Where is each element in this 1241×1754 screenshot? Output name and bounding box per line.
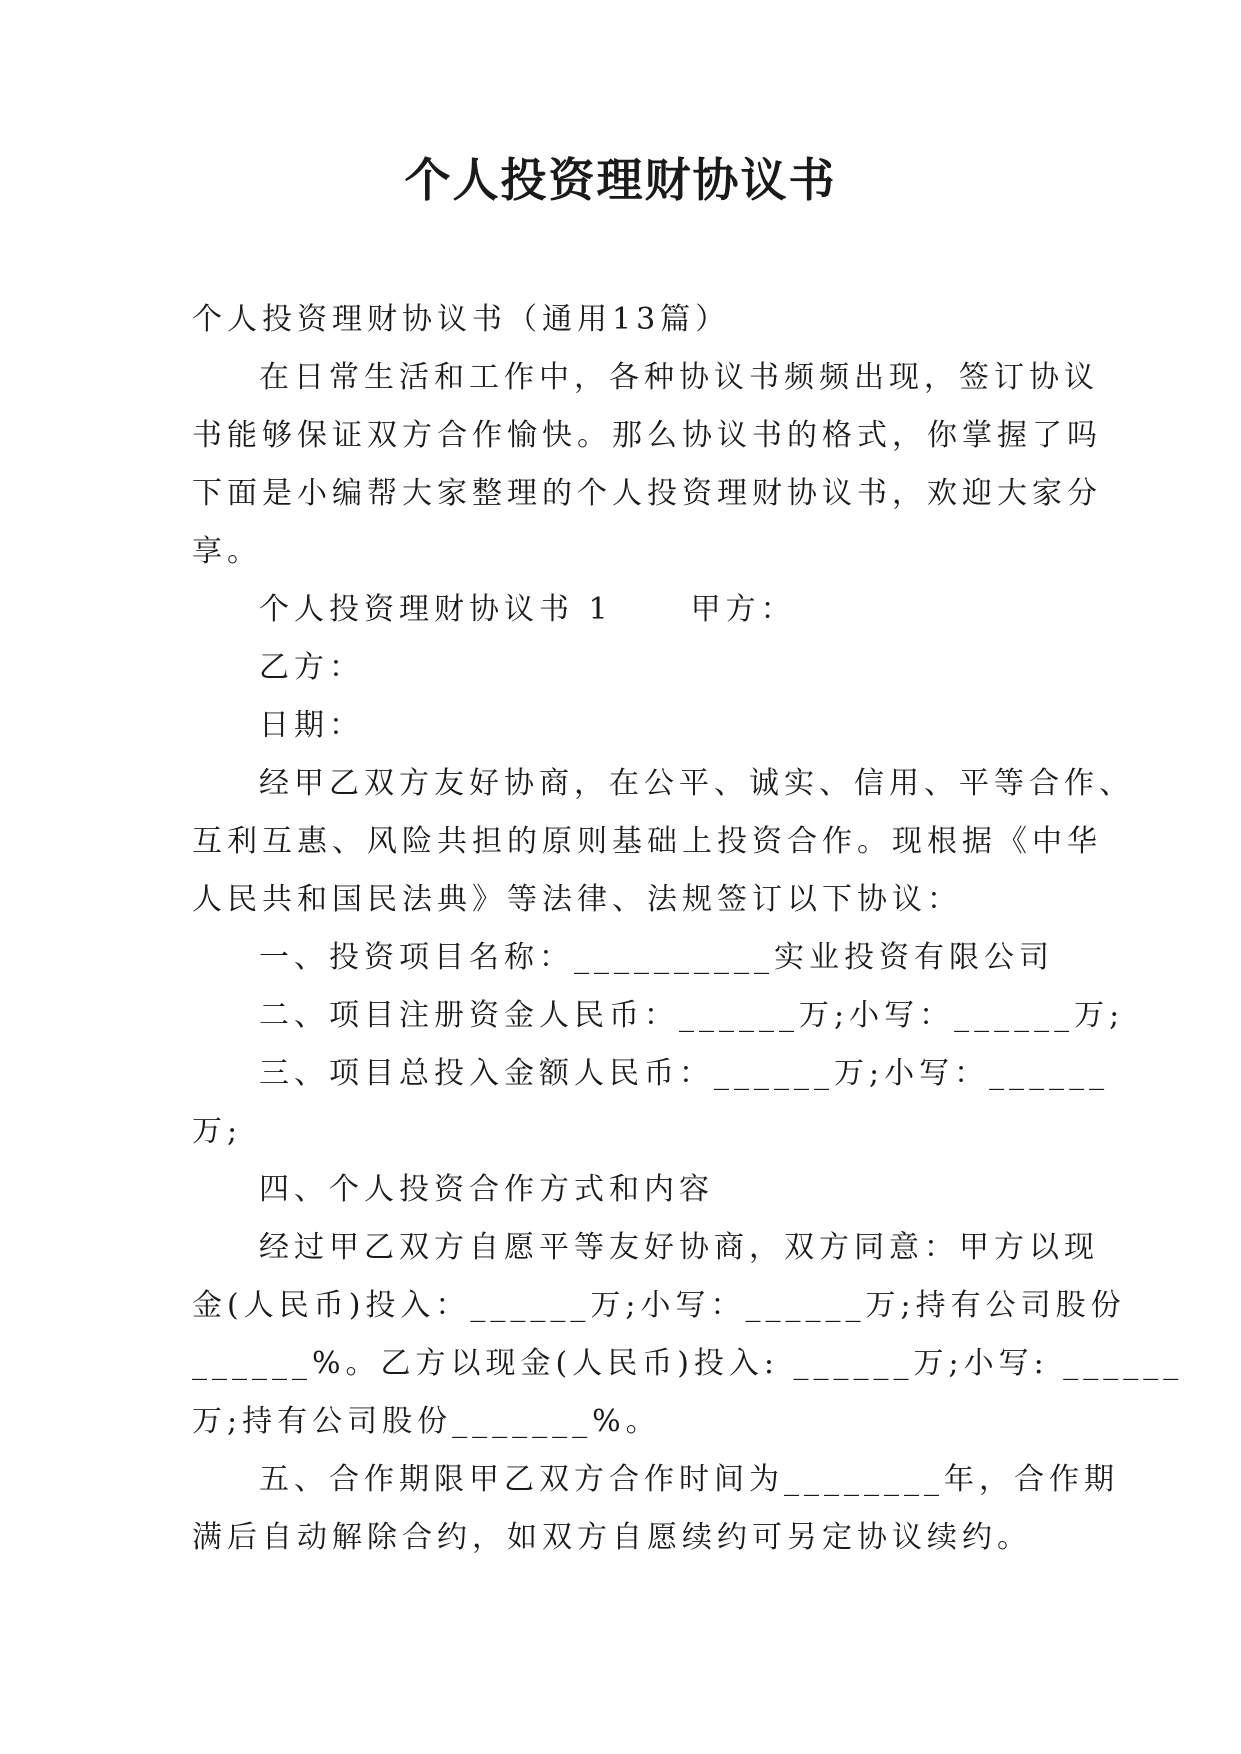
- line-text: 在日常生活和工作中，各种协议书频频出现，签订协议: [259, 360, 1099, 395]
- line-text: 经过甲乙双方自愿平等友好协商，双方同意：甲方以现: [259, 1230, 1099, 1265]
- line-text: 二、项目注册资金人民币：______万;小写：______万;: [259, 998, 1125, 1033]
- paragraph-line: [192, 581, 1064, 639]
- line-text: 万;: [192, 1114, 243, 1149]
- paragraph-line: [192, 1393, 1064, 1451]
- line-text: 下面是小编帮大家整理的个人投资理财协议书，欢迎大家分: [192, 476, 1102, 511]
- line-text: 五、合作期限甲乙双方合作时间为________年，合作期: [259, 1462, 1119, 1497]
- paragraph-line: [192, 813, 1102, 871]
- line-text-after: 甲方：: [690, 592, 796, 627]
- paragraph-line: [192, 1509, 1064, 1567]
- line-text: 书能够保证双方合作愉快。那么协议书的格式，你掌握了吗: [192, 418, 1102, 453]
- paragraph-line: [192, 1103, 1064, 1161]
- line-text: 日期：: [259, 708, 364, 743]
- paragraph-line: [192, 523, 1064, 581]
- paragraph-line: [192, 987, 1125, 1045]
- line-text: 满后自动解除合约，如双方自愿续约可另定协议续约。: [192, 1520, 1032, 1555]
- line-text: 个人投资理财协议书（通用13篇）: [192, 302, 731, 337]
- line-text: 万;持有公司股份_______%。: [192, 1404, 661, 1439]
- paragraph-line: [192, 1045, 1110, 1103]
- line-text: 乙方：: [259, 650, 364, 685]
- line-text: 经甲乙双方友好协商，在公平、诚实、信用、平等合作、: [259, 766, 1134, 801]
- line-text: ______%。乙方以现金(人民币)投入: ______万;小写: ______: [192, 1346, 1184, 1381]
- paragraph-line: [192, 1335, 1184, 1393]
- paragraph-line: [192, 1277, 1126, 1335]
- line-text: 四、个人投资合作方式和内容: [259, 1172, 714, 1207]
- paragraph-line: [192, 465, 1102, 523]
- paragraph-line: [192, 1451, 1119, 1509]
- line-text: 一、投资项目名称：__________实业投资有限公司: [259, 940, 1054, 975]
- paragraph-line: [192, 1161, 1064, 1219]
- line-text: 互利互惠、风险共担的原则基础上投资合作。现根据《中华: [192, 824, 1102, 859]
- line-text: 人民共和国民法典》等法律、法规签订以下协议：: [192, 882, 962, 917]
- paragraph-line: [192, 639, 1064, 697]
- paragraph-line: [192, 755, 1134, 813]
- paragraph-line: [192, 1219, 1099, 1277]
- paragraph-line: [192, 291, 1064, 349]
- paragraph-line: [192, 929, 1064, 987]
- line-text: 个人投资理财协议书 1: [259, 592, 613, 627]
- document-title: 个人投资理财协议书: [404, 153, 837, 207]
- document-body: [192, 291, 1184, 1567]
- paragraph-line: [192, 407, 1102, 465]
- paragraph-line: [192, 871, 1064, 929]
- line-text: 金(人民币)投入：______万;小写：______万;持有公司股份: [192, 1288, 1126, 1323]
- paragraph-line: [192, 349, 1099, 407]
- paragraph-line: [192, 697, 1064, 755]
- line-text: 三、项目总投入金额人民币：______万;小写：______: [259, 1056, 1110, 1091]
- line-text: 享。: [192, 534, 262, 569]
